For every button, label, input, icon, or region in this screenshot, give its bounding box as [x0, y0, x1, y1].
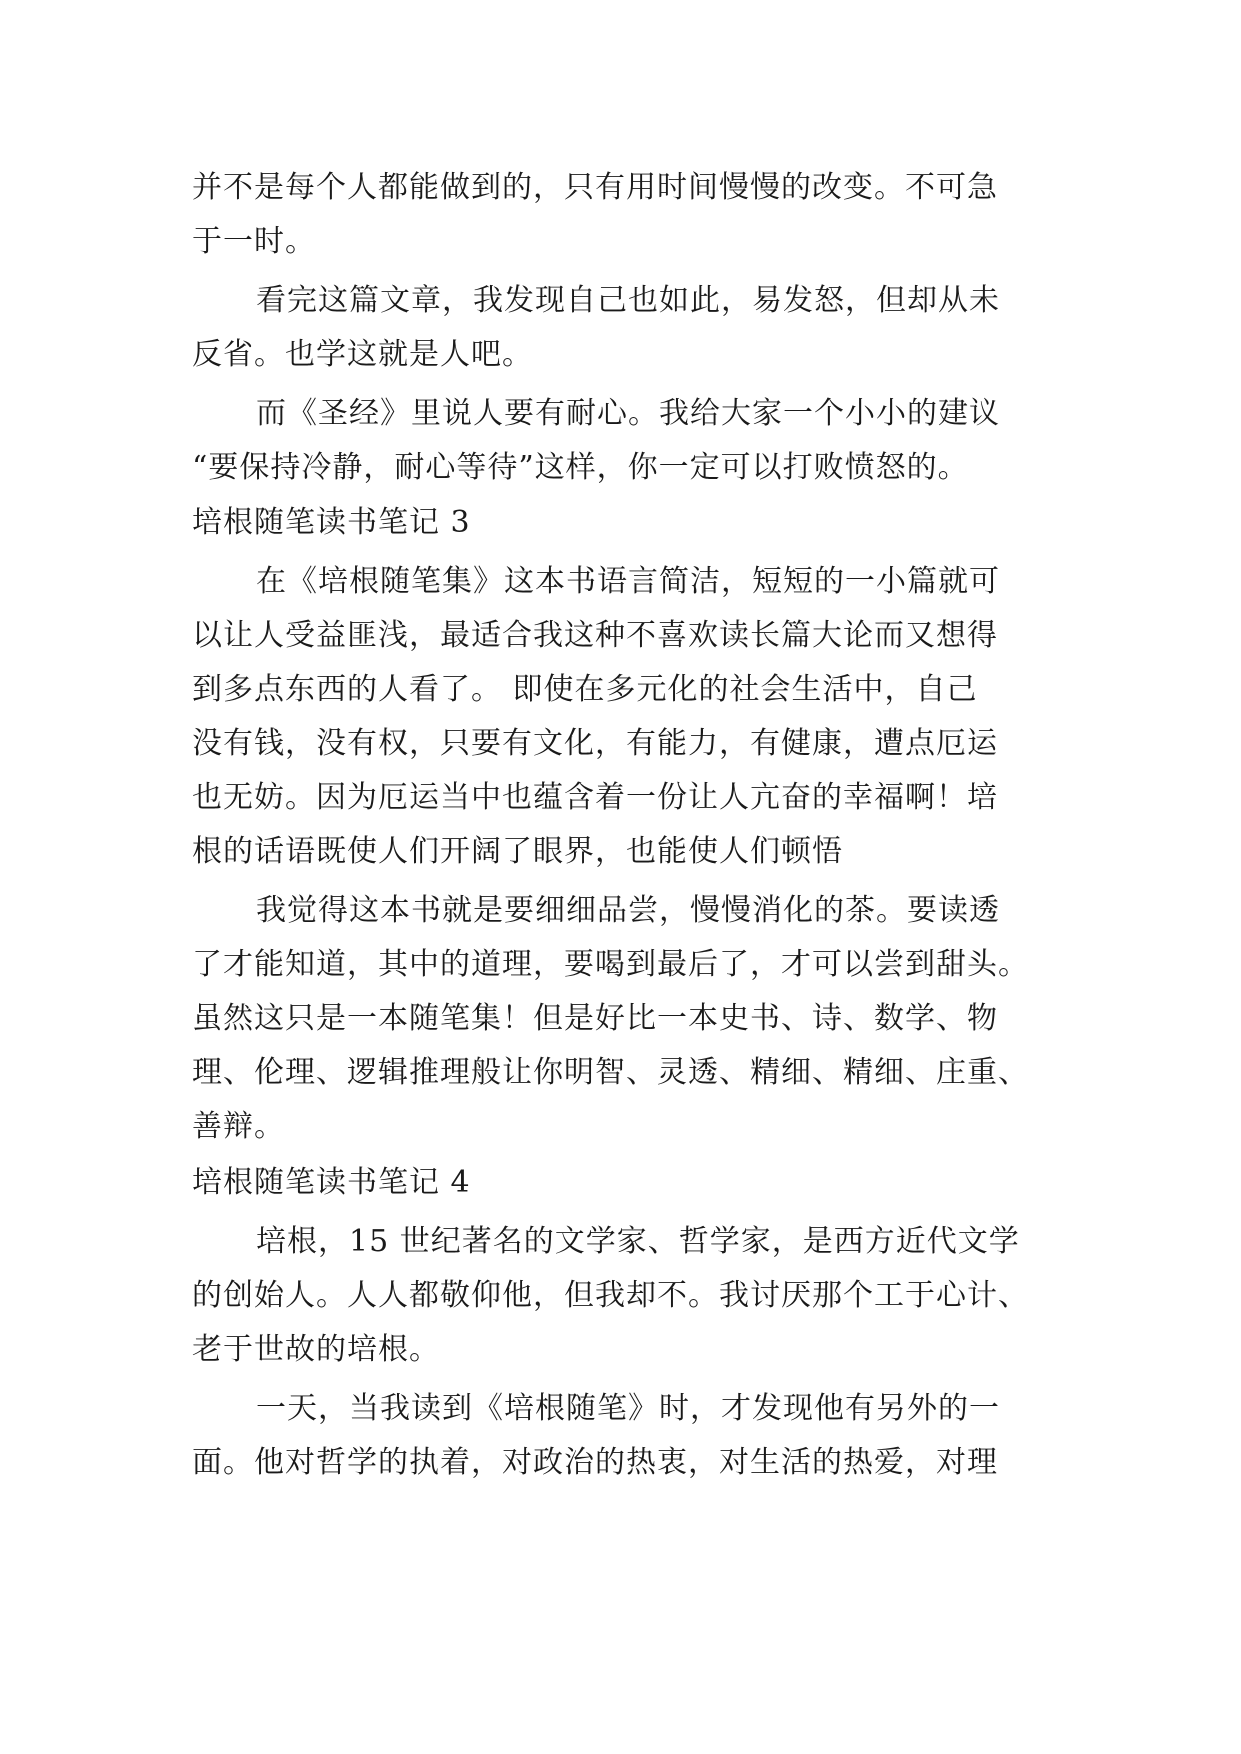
text-line: 虽然这只是一本随笔集！但是好比一本史书、诗、数学、物	[192, 1001, 998, 1036]
text-line: 了才能知道，其中的道理，要喝到最后了，才可以尝到甜头。	[192, 947, 1029, 982]
text-line: 的创始人。人人都敬仰他，但我却不。我讨厌那个工于心计、	[192, 1278, 1029, 1313]
text-line: 以让人受益匪浅，最适合我这种不喜欢读长篇大论而又想得	[192, 618, 998, 653]
paragraph-start-line: 我觉得这本书就是要细细品尝，慢慢消化的茶。要读透	[256, 893, 1000, 928]
text-line: 理、伦理、逻辑推理般让你明智、灵透、精细、精细、庄重、	[192, 1055, 1029, 1090]
text-line: 于一时。	[192, 224, 316, 259]
text-line: 善辩。	[192, 1109, 285, 1144]
section-heading: 培根随笔读书笔记 3	[192, 505, 471, 540]
paragraph-start-line: 看完这篇文章，我发现自己也如此，易发怒，但却从未	[256, 283, 1000, 318]
paragraph-start-line: 而《圣经》里说人要有耐心。我给大家一个小小的建议	[256, 396, 1000, 431]
text-line: “要保持冷静，耐心等待”这样，你一定可以打败愤怒的。	[192, 450, 969, 485]
paragraph-start-line: 一天，当我读到《培根随笔》时，才发现他有另外的一	[256, 1391, 1000, 1426]
paragraph-start-line: 在《培根随笔集》这本书语言简洁，短短的一小篇就可	[256, 564, 1000, 599]
text-line: 根的话语既使人们开阔了眼界，也能使人们顿悟	[192, 834, 843, 869]
text-line: 老于世故的培根。	[192, 1332, 440, 1367]
text-line: 面。他对哲学的执着，对政治的热衷，对生活的热爱，对理	[192, 1445, 998, 1480]
text-line: 也无妨。因为厄运当中也蕴含着一份让人亢奋的幸福啊！培	[192, 780, 998, 815]
section-heading: 培根随笔读书笔记 4	[192, 1165, 471, 1200]
text-line: 没有钱，没有权，只要有文化，有能力，有健康，遭点厄运	[192, 726, 998, 761]
text-line: 到多点东西的人看了。 即使在多元化的社会生活中，自己	[192, 672, 978, 707]
text-line: 反省。也学这就是人吧。	[192, 337, 533, 372]
paragraph-start-line: 培根，15 世纪著名的文学家、哲学家，是西方近代文学	[256, 1224, 1020, 1259]
text-line: 并不是每个人都能做到的，只有用时间慢慢的改变。不可急	[192, 170, 998, 205]
